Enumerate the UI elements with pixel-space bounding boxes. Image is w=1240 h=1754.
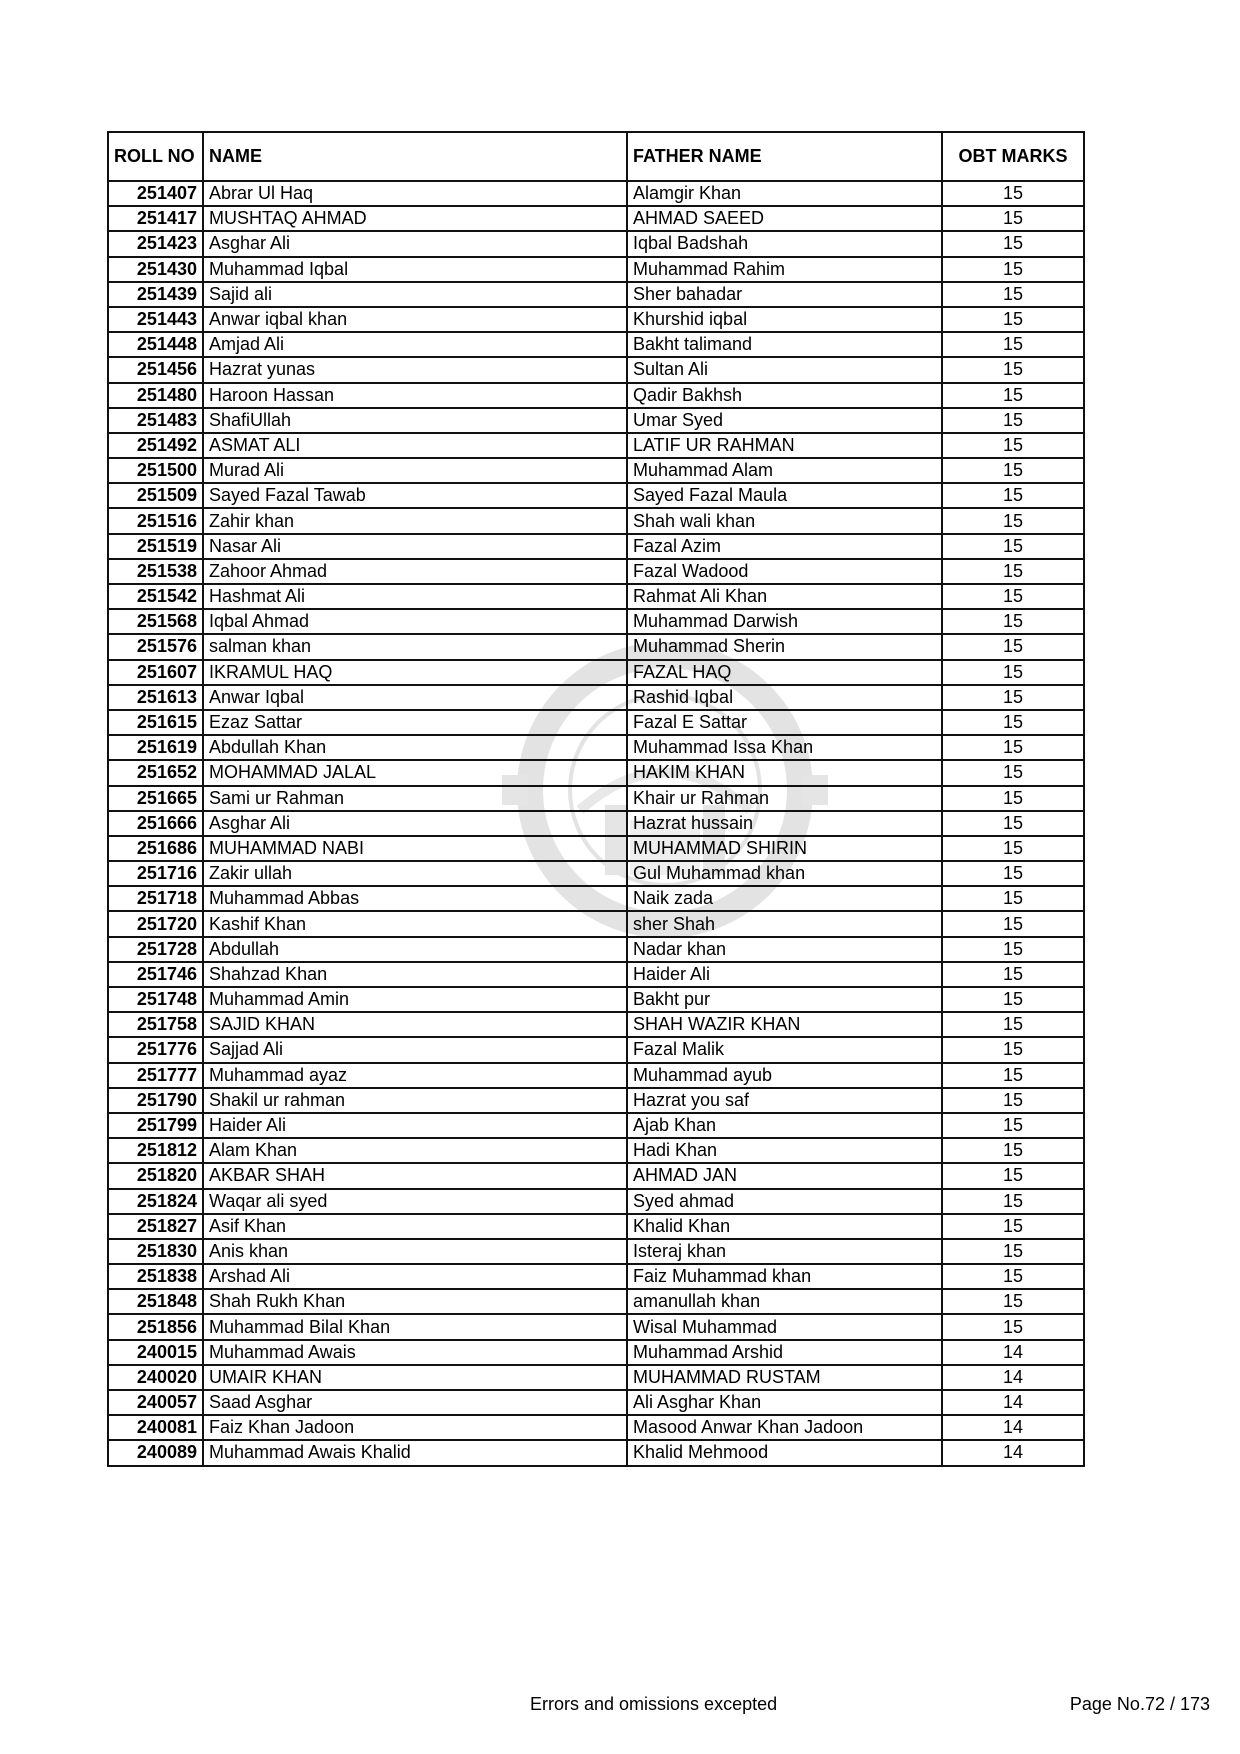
father-name-cell: FAZAL HAQ <box>627 660 942 685</box>
obt-marks-cell: 15 <box>942 332 1084 357</box>
name-cell: Alam Khan <box>203 1138 627 1163</box>
table-row <box>108 735 1084 760</box>
roll-no-cell: 251615 <box>108 710 203 735</box>
obt-marks-cell: 14 <box>942 1440 1084 1465</box>
table-row <box>108 1289 1084 1314</box>
table-row <box>108 408 1084 433</box>
table-row <box>108 307 1084 332</box>
roll-no-cell: 251666 <box>108 811 203 836</box>
table-row <box>108 1340 1084 1365</box>
obt-marks-cell: 15 <box>942 685 1084 710</box>
name-cell: Muhammad ayaz <box>203 1063 627 1088</box>
name-cell: Abdullah <box>203 937 627 962</box>
father-name-cell: HAKIM KHAN <box>627 760 942 785</box>
roll-no-cell: 251812 <box>108 1138 203 1163</box>
father-name-cell: Hadi Khan <box>627 1138 942 1163</box>
roll-no-cell: 251519 <box>108 534 203 559</box>
obt-marks-cell: 15 <box>942 433 1084 458</box>
name-cell: Haroon Hassan <box>203 383 627 408</box>
table-row <box>108 1390 1084 1415</box>
name-cell: Hashmat Ali <box>203 584 627 609</box>
name-cell: UMAIR KHAN <box>203 1365 627 1390</box>
table-row <box>108 1113 1084 1138</box>
father-name-cell: Hazrat you saf <box>627 1088 942 1113</box>
father-name-cell: Sultan Ali <box>627 357 942 382</box>
obt-marks-cell: 15 <box>942 1239 1084 1264</box>
obt-marks-cell: 15 <box>942 861 1084 886</box>
name-cell: Amjad Ali <box>203 332 627 357</box>
obt-marks-cell: 15 <box>942 1063 1084 1088</box>
name-cell: IKRAMUL HAQ <box>203 660 627 685</box>
roll-no-cell: 251665 <box>108 786 203 811</box>
roll-no-cell: 251430 <box>108 257 203 282</box>
roll-no-cell: 251407 <box>108 181 203 206</box>
father-name-cell: Muhammad Sherin <box>627 634 942 659</box>
obt-marks-cell: 15 <box>942 735 1084 760</box>
obt-marks-cell: 15 <box>942 634 1084 659</box>
table-body <box>108 181 1084 1466</box>
name-cell: Saad Asghar <box>203 1390 627 1415</box>
obt-marks-cell: 15 <box>942 811 1084 836</box>
table-row <box>108 685 1084 710</box>
father-name-cell: Muhammad ayub <box>627 1063 942 1088</box>
roll-no-cell: 240020 <box>108 1365 203 1390</box>
roll-no-cell: 251439 <box>108 282 203 307</box>
obt-marks-cell: 15 <box>942 408 1084 433</box>
father-name-cell: Ajab Khan <box>627 1113 942 1138</box>
table-row <box>108 1138 1084 1163</box>
name-cell: Sami ur Rahman <box>203 786 627 811</box>
father-name-cell: Shah wali khan <box>627 508 942 533</box>
roll-no-cell: 251720 <box>108 911 203 936</box>
roll-no-cell: 240089 <box>108 1440 203 1465</box>
roll-no-cell: 251492 <box>108 433 203 458</box>
table-row <box>108 1063 1084 1088</box>
roll-no-cell: 251500 <box>108 458 203 483</box>
table-row <box>108 1440 1084 1465</box>
father-name-cell: AHMAD JAN <box>627 1163 942 1188</box>
roll-no-cell: 251830 <box>108 1239 203 1264</box>
obt-marks-cell: 15 <box>942 1113 1084 1138</box>
name-cell: Haider Ali <box>203 1113 627 1138</box>
father-name-cell: Muhammad Arshid <box>627 1340 942 1365</box>
name-cell: SAJID KHAN <box>203 1012 627 1037</box>
obt-marks-cell: 15 <box>942 1314 1084 1339</box>
obt-marks-cell: 15 <box>942 383 1084 408</box>
name-cell: Zahir khan <box>203 508 627 533</box>
name-cell: MUHAMMAD NABI <box>203 836 627 861</box>
name-cell: Sayed Fazal Tawab <box>203 483 627 508</box>
obt-marks-cell: 15 <box>942 836 1084 861</box>
roll-no-cell: 251538 <box>108 559 203 584</box>
roll-no-cell: 251516 <box>108 508 203 533</box>
table-row <box>108 433 1084 458</box>
obt-marks-cell: 15 <box>942 181 1084 206</box>
header-name: NAME <box>203 132 627 181</box>
obt-marks-cell: 15 <box>942 357 1084 382</box>
roll-no-cell: 251776 <box>108 1037 203 1062</box>
roll-no-cell: 251686 <box>108 836 203 861</box>
roll-no-cell: 251718 <box>108 886 203 911</box>
roll-no-cell: 251838 <box>108 1264 203 1289</box>
roll-no-cell: 251777 <box>108 1063 203 1088</box>
name-cell: Faiz Khan Jadoon <box>203 1415 627 1440</box>
obt-marks-cell: 15 <box>942 937 1084 962</box>
obt-marks-cell: 15 <box>942 1189 1084 1214</box>
father-name-cell: Ali Asghar Khan <box>627 1390 942 1415</box>
father-name-cell: Wisal Muhammad <box>627 1314 942 1339</box>
name-cell: Shah Rukh Khan <box>203 1289 627 1314</box>
father-name-cell: Hazrat hussain <box>627 811 942 836</box>
father-name-cell: Khair ur Rahman <box>627 786 942 811</box>
header-roll-no: ROLL NO <box>108 132 203 181</box>
table-row <box>108 181 1084 206</box>
roll-no-cell: 251443 <box>108 307 203 332</box>
father-name-cell: Syed ahmad <box>627 1189 942 1214</box>
name-cell: Shahzad Khan <box>203 962 627 987</box>
table-row <box>108 332 1084 357</box>
roll-no-cell: 251576 <box>108 634 203 659</box>
obt-marks-cell: 15 <box>942 1264 1084 1289</box>
father-name-cell: Fazal Azim <box>627 534 942 559</box>
roll-no-cell: 251619 <box>108 735 203 760</box>
table-row <box>108 1163 1084 1188</box>
roll-no-cell: 251417 <box>108 206 203 231</box>
roll-no-cell: 251827 <box>108 1214 203 1239</box>
errors-note: Errors and omissions excepted <box>530 1694 778 1714</box>
name-cell: Shakil ur rahman <box>203 1088 627 1113</box>
name-cell: Asghar Ali <box>203 811 627 836</box>
name-cell: AKBAR SHAH <box>203 1163 627 1188</box>
table-row <box>108 710 1084 735</box>
table-row <box>108 559 1084 584</box>
table-row <box>108 206 1084 231</box>
table-row <box>108 534 1084 559</box>
name-cell: Muhammad Awais <box>203 1340 627 1365</box>
table-row <box>108 836 1084 861</box>
table-row <box>108 584 1084 609</box>
father-name-cell: Muhammad Issa Khan <box>627 735 942 760</box>
table-row <box>108 911 1084 936</box>
obt-marks-cell: 14 <box>942 1390 1084 1415</box>
table-row <box>108 987 1084 1012</box>
obt-marks-cell: 15 <box>942 508 1084 533</box>
name-cell: Waqar ali syed <box>203 1189 627 1214</box>
father-name-cell: Isteraj khan <box>627 1239 942 1264</box>
name-cell: Arshad Ali <box>203 1264 627 1289</box>
table-row <box>108 861 1084 886</box>
roll-no-cell: 240081 <box>108 1415 203 1440</box>
father-name-cell: Sayed Fazal Maula <box>627 483 942 508</box>
obt-marks-cell: 15 <box>942 1163 1084 1188</box>
table-row <box>108 257 1084 282</box>
table-row <box>108 1012 1084 1037</box>
father-name-cell: Khurshid iqbal <box>627 307 942 332</box>
obt-marks-cell: 15 <box>942 987 1084 1012</box>
roll-no-cell: 251728 <box>108 937 203 962</box>
father-name-cell: Sher bahadar <box>627 282 942 307</box>
table-row <box>108 1415 1084 1440</box>
name-cell: Murad Ali <box>203 458 627 483</box>
father-name-cell: Fazal Wadood <box>627 559 942 584</box>
father-name-cell: Fazal E Sattar <box>627 710 942 735</box>
roll-no-cell: 251799 <box>108 1113 203 1138</box>
obt-marks-cell: 15 <box>942 1138 1084 1163</box>
obt-marks-cell: 15 <box>942 886 1084 911</box>
table-row <box>108 508 1084 533</box>
roll-no-cell: 251848 <box>108 1289 203 1314</box>
roll-no-cell: 251607 <box>108 660 203 685</box>
father-name-cell: Iqbal Badshah <box>627 231 942 256</box>
obt-marks-cell: 15 <box>942 483 1084 508</box>
obt-marks-cell: 15 <box>942 760 1084 785</box>
father-name-cell: amanullah khan <box>627 1289 942 1314</box>
roll-no-cell: 251568 <box>108 609 203 634</box>
father-name-cell: Faiz Muhammad khan <box>627 1264 942 1289</box>
obt-marks-cell: 15 <box>942 1088 1084 1113</box>
roll-no-cell: 251613 <box>108 685 203 710</box>
father-name-cell: Bakht talimand <box>627 332 942 357</box>
name-cell: Asif Khan <box>203 1214 627 1239</box>
name-cell: Anwar iqbal khan <box>203 307 627 332</box>
name-cell: Sajjad Ali <box>203 1037 627 1062</box>
name-cell: Muhammad Awais Khalid <box>203 1440 627 1465</box>
results-table <box>107 131 1085 1467</box>
obt-marks-cell: 15 <box>942 458 1084 483</box>
father-name-cell: MUHAMMAD SHIRIN <box>627 836 942 861</box>
father-name-cell: Bakht pur <box>627 987 942 1012</box>
name-cell: Zakir ullah <box>203 861 627 886</box>
obt-marks-cell: 14 <box>942 1415 1084 1440</box>
obt-marks-cell: 15 <box>942 559 1084 584</box>
name-cell: Sajid ali <box>203 282 627 307</box>
obt-marks-cell: 15 <box>942 534 1084 559</box>
obt-marks-cell: 15 <box>942 962 1084 987</box>
name-cell: Muhammad Abbas <box>203 886 627 911</box>
father-name-cell: SHAH WAZIR KHAN <box>627 1012 942 1037</box>
table-row <box>108 1189 1084 1214</box>
name-cell: Muhammad Iqbal <box>203 257 627 282</box>
roll-no-cell: 251480 <box>108 383 203 408</box>
obt-marks-cell: 15 <box>942 911 1084 936</box>
obt-marks-cell: 15 <box>942 584 1084 609</box>
table-row <box>108 282 1084 307</box>
table-row <box>108 786 1084 811</box>
obt-marks-cell: 14 <box>942 1340 1084 1365</box>
obt-marks-cell: 15 <box>942 307 1084 332</box>
roll-no-cell: 251758 <box>108 1012 203 1037</box>
name-cell: Abrar Ul Haq <box>203 181 627 206</box>
obt-marks-cell: 15 <box>942 206 1084 231</box>
name-cell: Muhammad Bilal Khan <box>203 1314 627 1339</box>
table-header-row <box>108 132 1084 181</box>
father-name-cell: AHMAD SAEED <box>627 206 942 231</box>
name-cell: Abdullah Khan <box>203 735 627 760</box>
obt-marks-cell: 14 <box>942 1365 1084 1390</box>
name-cell: salman khan <box>203 634 627 659</box>
roll-no-cell: 251824 <box>108 1189 203 1214</box>
header-obt-marks: OBT MARKS <box>942 132 1084 181</box>
table-row <box>108 937 1084 962</box>
name-cell: Ezaz Sattar <box>203 710 627 735</box>
obt-marks-cell: 15 <box>942 1012 1084 1037</box>
roll-no-cell: 251448 <box>108 332 203 357</box>
father-name-cell: Naik zada <box>627 886 942 911</box>
name-cell: Zahoor Ahmad <box>203 559 627 584</box>
name-cell: Iqbal Ahmad <box>203 609 627 634</box>
father-name-cell: Khalid Khan <box>627 1214 942 1239</box>
table-row <box>108 660 1084 685</box>
name-cell: Hazrat yunas <box>203 357 627 382</box>
name-cell: Kashif Khan <box>203 911 627 936</box>
header-father-name: FATHER NAME <box>627 132 942 181</box>
table-row <box>108 1365 1084 1390</box>
roll-no-cell: 251820 <box>108 1163 203 1188</box>
roll-no-cell: 251652 <box>108 760 203 785</box>
obt-marks-cell: 15 <box>942 710 1084 735</box>
roll-no-cell: 251423 <box>108 231 203 256</box>
table-row <box>108 962 1084 987</box>
name-cell: Asghar Ali <box>203 231 627 256</box>
table-row <box>108 458 1084 483</box>
father-name-cell: Fazal Malik <box>627 1037 942 1062</box>
father-name-cell: Umar Syed <box>627 408 942 433</box>
obt-marks-cell: 15 <box>942 660 1084 685</box>
father-name-cell: Muhammad Alam <box>627 458 942 483</box>
roll-no-cell: 240057 <box>108 1390 203 1415</box>
table-row <box>108 760 1084 785</box>
name-cell: ASMAT ALI <box>203 433 627 458</box>
table-row <box>108 609 1084 634</box>
table-row <box>108 483 1084 508</box>
name-cell: Anwar Iqbal <box>203 685 627 710</box>
table-row <box>108 634 1084 659</box>
obt-marks-cell: 15 <box>942 1214 1084 1239</box>
roll-no-cell: 251483 <box>108 408 203 433</box>
father-name-cell: Muhammad Rahim <box>627 257 942 282</box>
obt-marks-cell: 15 <box>942 231 1084 256</box>
father-name-cell: Alamgir Khan <box>627 181 942 206</box>
father-name-cell: Khalid Mehmood <box>627 1440 942 1465</box>
roll-no-cell: 251856 <box>108 1314 203 1339</box>
name-cell: MOHAMMAD JALAL <box>203 760 627 785</box>
table-row <box>108 1264 1084 1289</box>
obt-marks-cell: 15 <box>942 1289 1084 1314</box>
roll-no-cell: 251542 <box>108 584 203 609</box>
table-row <box>108 811 1084 836</box>
father-name-cell: LATIF UR RAHMAN <box>627 433 942 458</box>
obt-marks-cell: 15 <box>942 609 1084 634</box>
roll-no-cell: 240015 <box>108 1340 203 1365</box>
obt-marks-cell: 15 <box>942 282 1084 307</box>
name-cell: Muhammad Amin <box>203 987 627 1012</box>
obt-marks-cell: 15 <box>942 786 1084 811</box>
obt-marks-cell: 15 <box>942 1037 1084 1062</box>
father-name-cell: Rahmat Ali Khan <box>627 584 942 609</box>
father-name-cell: Rashid Iqbal <box>627 685 942 710</box>
father-name-cell: Qadir Bakhsh <box>627 383 942 408</box>
father-name-cell: Masood Anwar Khan Jadoon <box>627 1415 942 1440</box>
roll-no-cell: 251790 <box>108 1088 203 1113</box>
page-number: Page No.72 / 173 <box>1069 1694 1210 1714</box>
father-name-cell: MUHAMMAD RUSTAM <box>627 1365 942 1390</box>
obt-marks-cell: 15 <box>942 257 1084 282</box>
table-row <box>108 1037 1084 1062</box>
father-name-cell: Muhammad Darwish <box>627 609 942 634</box>
name-cell: MUSHTAQ AHMAD <box>203 206 627 231</box>
roll-no-cell: 251716 <box>108 861 203 886</box>
table-row <box>108 1214 1084 1239</box>
table-row <box>108 886 1084 911</box>
table-row <box>108 1239 1084 1264</box>
table-row <box>108 1088 1084 1113</box>
table-row <box>108 1314 1084 1339</box>
father-name-cell: sher Shah <box>627 911 942 936</box>
father-name-cell: Haider Ali <box>627 962 942 987</box>
father-name-cell: Gul Muhammad khan <box>627 861 942 886</box>
roll-no-cell: 251748 <box>108 987 203 1012</box>
table-row <box>108 231 1084 256</box>
name-cell: Anis khan <box>203 1239 627 1264</box>
roll-no-cell: 251746 <box>108 962 203 987</box>
roll-no-cell: 251456 <box>108 357 203 382</box>
name-cell: Nasar Ali <box>203 534 627 559</box>
table-row <box>108 357 1084 382</box>
table-row <box>108 383 1084 408</box>
father-name-cell: Nadar khan <box>627 937 942 962</box>
roll-no-cell: 251509 <box>108 483 203 508</box>
name-cell: ShafiUllah <box>203 408 627 433</box>
